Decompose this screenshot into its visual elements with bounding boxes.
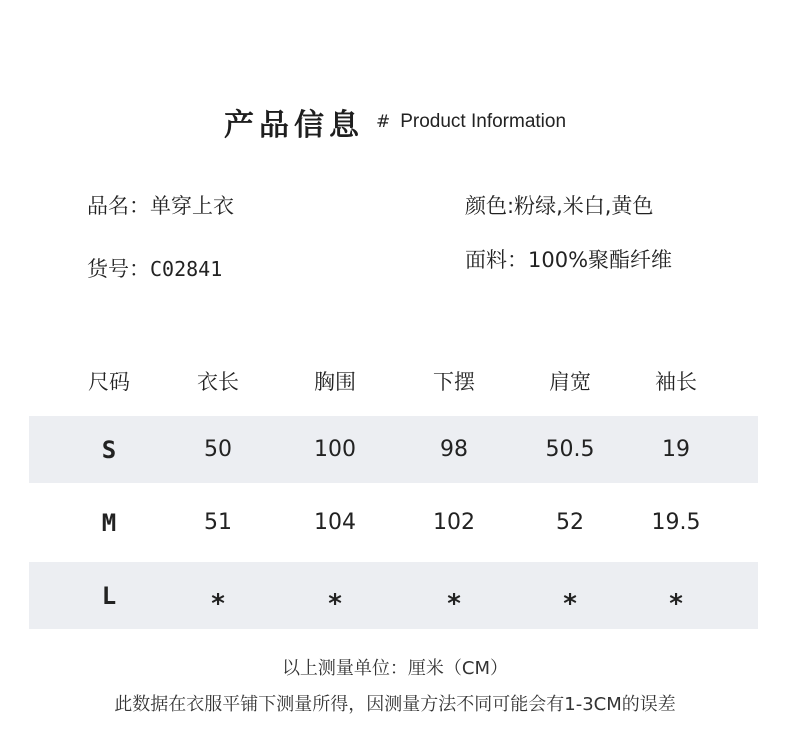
sleeve-cell: *: [669, 588, 683, 619]
header-size: 尺码: [88, 370, 130, 394]
chest-cell: 100: [314, 437, 356, 462]
header-sleeve: 袖长: [655, 370, 697, 394]
chest-cell: 104: [314, 510, 356, 535]
product-color-label: 颜色:: [465, 194, 515, 218]
measurement-error-note: 此数据在衣服平铺下测量所得，因测量方法不同可能会有1-3CM的误差: [114, 694, 676, 715]
header-shoulder: 肩宽: [549, 370, 591, 394]
hem-cell: *: [447, 588, 461, 619]
product-code-value: C02841: [150, 257, 223, 281]
size-cell: M: [101, 508, 117, 537]
product-color: [465, 190, 653, 220]
size-cell: L: [101, 581, 117, 610]
heading-title-cn: 产品信息: [223, 108, 364, 143]
product-fabric-label: 面料：: [465, 248, 528, 272]
hem-cell: 102: [433, 510, 475, 535]
length-cell: *: [211, 588, 225, 619]
product-name-value: 单穿上衣: [150, 194, 234, 218]
shoulder-cell: 50.5: [545, 437, 595, 462]
shoulder-cell: 52: [556, 510, 584, 535]
header-hem: 下摆: [433, 370, 475, 394]
table-row-s: [29, 416, 758, 483]
length-cell: 51: [204, 510, 232, 535]
chest-cell: *: [328, 588, 342, 619]
product-name-label: 品名：: [87, 194, 150, 218]
sleeve-cell: 19: [662, 437, 690, 462]
table-row-l: [29, 562, 758, 629]
sleeve-cell: 19.5: [651, 510, 701, 535]
page-heading: [0, 100, 790, 144]
product-fabric: [465, 244, 672, 274]
heading-hash: #: [375, 112, 391, 132]
table-row-m: [29, 489, 758, 556]
header-length: 衣长: [197, 370, 239, 394]
shoulder-cell: *: [563, 588, 577, 619]
size-cell: S: [101, 435, 117, 464]
product-name: [87, 190, 234, 220]
header-chest: 胸围: [314, 370, 356, 394]
hem-cell: 98: [440, 437, 468, 462]
size-table: [29, 346, 758, 629]
product-fabric-value: 100%聚酯纤维: [528, 248, 673, 272]
heading-title-en: Product Information: [400, 111, 567, 132]
size-table-header: [29, 346, 758, 416]
product-color-value: 粉绿,米白,黄色: [514, 194, 654, 218]
measurement-unit-note: 以上测量单位：厘米（CM）: [281, 658, 509, 679]
length-cell: 50: [204, 437, 232, 462]
product-code: [87, 253, 222, 283]
product-code-label: 货号：: [87, 257, 150, 281]
